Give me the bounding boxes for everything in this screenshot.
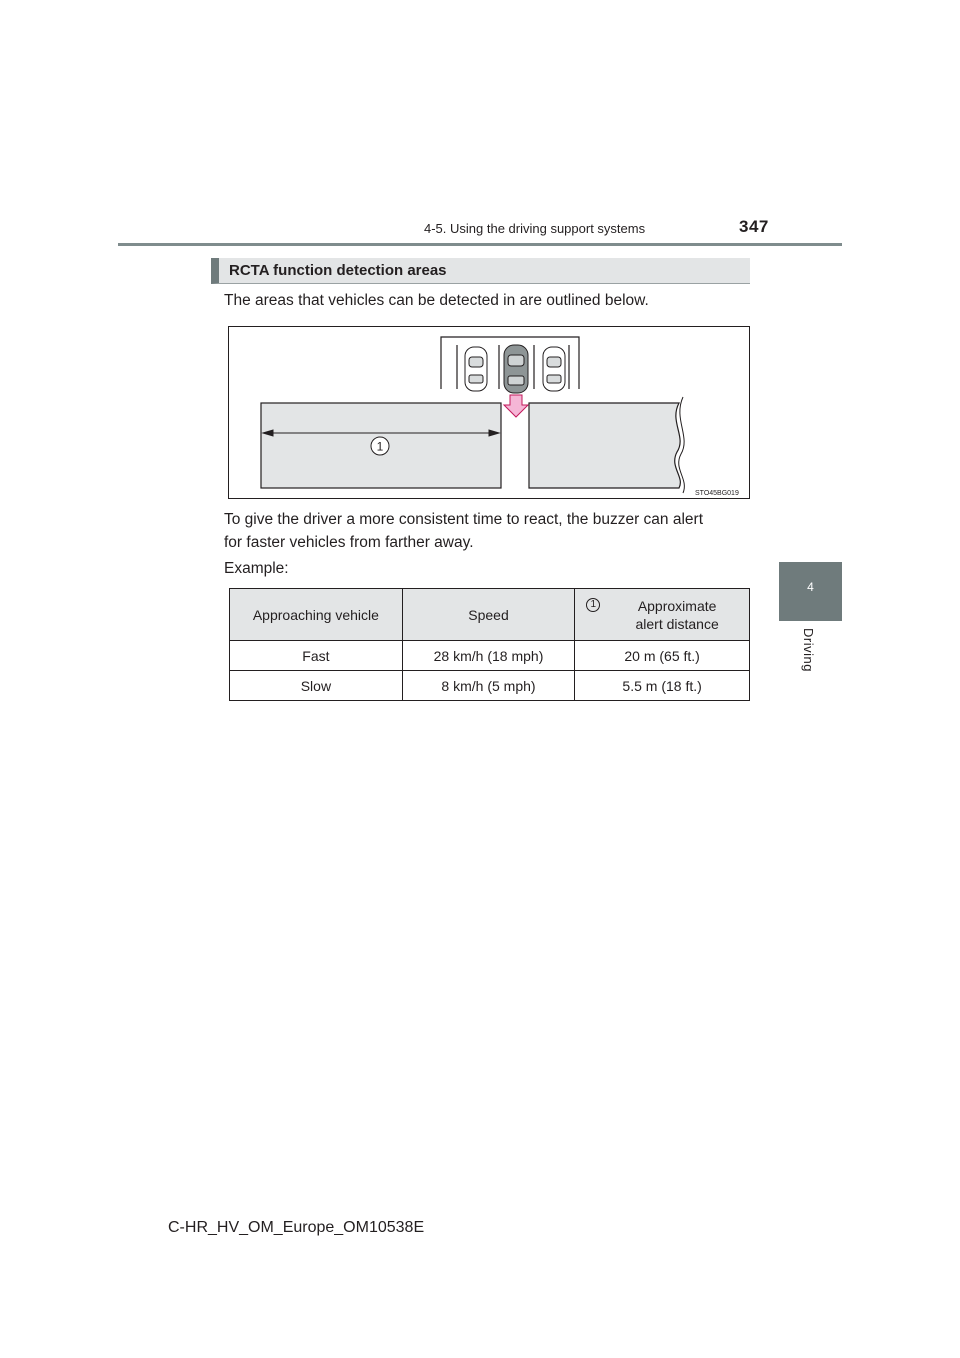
table-row: [230, 671, 750, 701]
cell-distance: 20 m (65 ft.): [575, 641, 750, 671]
cell-distance: 5.5 m (18 ft.): [575, 671, 750, 701]
table-header-row: [230, 589, 750, 641]
detection-area-right: [529, 403, 680, 488]
table-row: [230, 641, 750, 671]
own-vehicle-icon: [504, 345, 528, 393]
cell-speed: 28 km/h (18 mph): [402, 641, 574, 671]
page-number: 347: [739, 217, 769, 236]
intro-paragraph: The areas that vehicles can be detected in are outlined below.: [224, 292, 649, 309]
detection-area-illustration: [229, 327, 749, 498]
header-alert-line2: alert distance: [635, 615, 719, 632]
alert-distance-table: [229, 588, 750, 701]
cell-speed: 8 km/h (5 mph): [402, 671, 574, 701]
callout-1-badge: 1: [586, 598, 600, 612]
header-section-title: 4-5. Using the driving support systems: [424, 221, 646, 236]
image-code: STO45BG019: [695, 490, 739, 497]
header-alert-distance: [575, 589, 750, 641]
cell-vehicle: Fast: [230, 641, 403, 671]
header-alert-line1: Approximate: [637, 597, 717, 614]
example-label: Example:: [224, 560, 289, 577]
detection-area-diagram: [228, 326, 750, 499]
cell-vehicle: Slow: [230, 671, 403, 701]
note-line-1: To give the driver a more consistent time to react, the buzzer can alert: [224, 511, 704, 528]
footer-doc-code: C-HR_HV_OM_Europe_OM10538E: [168, 1219, 425, 1236]
section-heading-text: RCTA function detection areas: [229, 262, 447, 279]
reversing-arrow-icon: [504, 395, 528, 417]
parked-car-left-icon: [465, 347, 487, 391]
header-divider: [118, 243, 842, 246]
chapter-label: Driving: [801, 628, 816, 672]
chapter-number: 4: [807, 580, 814, 594]
note-line-2: for faster vehicles from farther away.: [224, 534, 474, 551]
header-approaching-vehicle: Approaching vehicle: [230, 589, 403, 641]
header-speed: Speed: [402, 589, 574, 641]
callout-1-label: 1: [376, 439, 384, 454]
section-heading: [211, 258, 750, 284]
parked-car-right-icon: [543, 347, 565, 391]
